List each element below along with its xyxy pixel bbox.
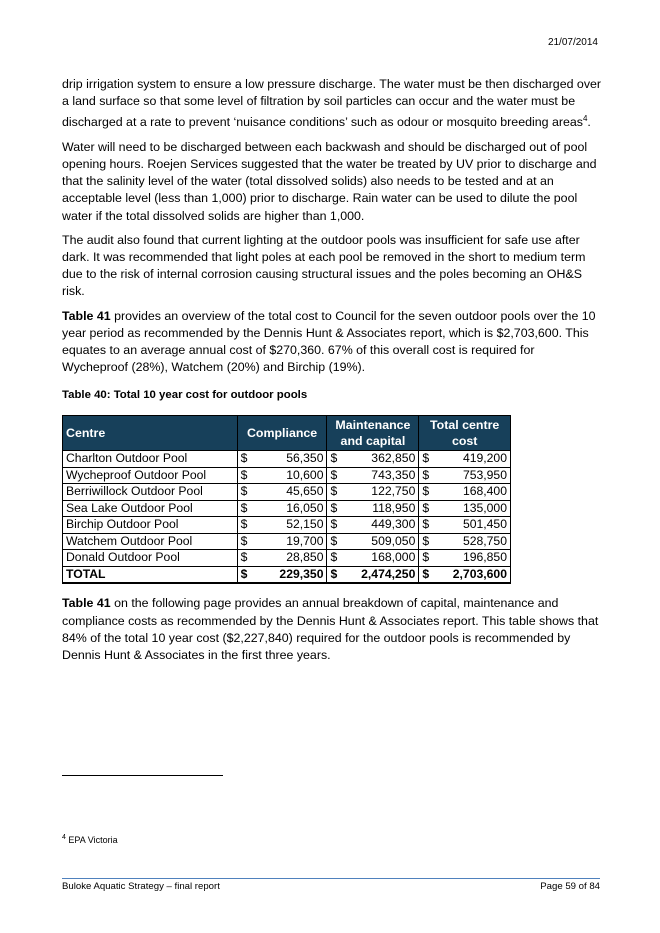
paragraph-lighting: The audit also found that current lighting at the outdoor pools was insufficient for safe use after dark. It was recommended that light poles at each pool be removed in the short to medium term due to the risk of internal corrosion causing structural issues and the poles becoming an OH&S risk. <box>62 232 586 299</box>
footnote-text: EPA Victoria <box>68 835 118 845</box>
amount: 229,350 <box>279 566 324 581</box>
currency-symbol: $ <box>422 566 430 581</box>
amount: 196,850 <box>462 550 507 565</box>
currency-symbol: $ <box>240 451 248 466</box>
centre-cell: Watchem Outdoor Pool <box>63 533 238 550</box>
maintenance-cell <box>327 484 419 501</box>
footer-page-number: Page 59 of 84 <box>540 881 600 892</box>
compliance-cell <box>237 517 327 534</box>
currency-symbol: $ <box>422 517 430 532</box>
amount: 118,950 <box>372 500 416 515</box>
currency-symbol: $ <box>330 500 338 515</box>
amount: 135,000 <box>462 500 507 515</box>
currency-symbol: $ <box>422 467 430 482</box>
maintenance-cell <box>327 451 419 468</box>
centre-cell: Charlton Outdoor Pool <box>63 451 238 468</box>
amount: 45,650 <box>286 484 324 499</box>
amount: 122,750 <box>371 484 416 499</box>
centre-cell: Sea Lake Outdoor Pool <box>63 500 238 517</box>
paragraph-text: drip irrigation system to ensure a low pressure discharge. The water must be then discharged over a land surface so that some level of filtration by soil particles can occur and the water must be discharged at a rate to prevent ‘nuisance conditions’ such as odour or mosquito breeding areas <box>62 77 602 130</box>
amount: 28,850 <box>286 550 324 565</box>
table-row <box>63 500 511 517</box>
table-reference: Table 41 <box>62 308 111 323</box>
amount: 168,400 <box>462 484 507 499</box>
header-date: 21/07/2014 <box>547 37 598 48</box>
total-cost-cell <box>419 484 511 501</box>
paragraph-table-overview <box>62 308 602 377</box>
compliance-cell <box>237 451 327 468</box>
amount: 362,850 <box>371 451 416 466</box>
compliance-cell <box>237 467 327 484</box>
paragraph-end: . <box>587 115 591 130</box>
footnote <box>62 834 118 845</box>
maintenance-cell <box>327 500 419 517</box>
compliance-cell <box>237 550 327 567</box>
table-row <box>63 467 511 484</box>
table-row <box>63 517 511 534</box>
amount: 2,474,250 <box>361 566 416 581</box>
footnote-separator <box>62 775 223 776</box>
paragraph-backwash: Water will need to be discharged between each backwash and should be discharged out of pool opening hours. Roejen Services suggested that the water be treated by UV prior to discharge and that the salinity level of the water (total dissolved solids) also needs to be tested and at an acceptable level (less than 1,000) prior to discharge. Rain water can be used to dilute the pool water if the total dissolved solids are higher than 1,000. <box>62 139 597 223</box>
header-total-cost: Total centre cost <box>419 416 511 451</box>
total-cost-cell <box>419 467 511 484</box>
centre-cell: Wycheproof Outdoor Pool <box>63 467 238 484</box>
currency-symbol: $ <box>330 484 338 499</box>
currency-symbol: $ <box>240 517 248 532</box>
paragraph-drip-irrigation <box>62 76 602 132</box>
maintenance-cell <box>327 550 419 567</box>
currency-symbol: $ <box>240 467 248 482</box>
amount: 168,000 <box>371 550 416 565</box>
table-row <box>63 451 511 468</box>
currency-symbol: $ <box>240 533 248 548</box>
table-header-row <box>63 416 511 451</box>
cost-table <box>62 415 511 584</box>
currency-symbol: $ <box>240 500 248 515</box>
amount: 2,703,600 <box>452 566 507 581</box>
amount: 449,300 <box>371 517 416 532</box>
currency-symbol: $ <box>330 550 338 565</box>
total-cost-cell <box>419 566 511 583</box>
table-reference: Table 41 <box>62 596 111 611</box>
amount: 528,750 <box>462 533 507 548</box>
currency-symbol: $ <box>422 484 430 499</box>
amount: 509,050 <box>371 533 416 548</box>
currency-symbol: $ <box>422 500 430 515</box>
total-cost-cell <box>419 550 511 567</box>
amount: 743,350 <box>371 467 416 482</box>
table-total-row <box>63 566 511 583</box>
currency-symbol: $ <box>422 451 430 466</box>
total-cost-cell <box>419 451 511 468</box>
maintenance-cell <box>327 533 419 550</box>
footer-divider <box>62 878 600 879</box>
currency-symbol: $ <box>330 533 338 548</box>
table-row <box>63 484 511 501</box>
amount: 501,450 <box>462 517 507 532</box>
compliance-cell <box>237 500 327 517</box>
footnote-reference[interactable]: 4 <box>582 114 588 124</box>
currency-symbol: $ <box>422 550 430 565</box>
compliance-cell <box>237 533 327 550</box>
compliance-cell <box>237 484 327 501</box>
paragraph-text: on the following page provides an annual breakdown of capital, maintenance and compliance costs as recommended by the Dennis Hunt & Associates report. This table shows that 84% of the total 10 year cost ($2,227,840) required for the outdoor pools is recommended by Dennis Hunt & Associates in the first three years. <box>62 596 599 662</box>
centre-cell: Donald Outdoor Pool <box>63 550 238 567</box>
maintenance-cell <box>327 467 419 484</box>
total-cost-cell <box>419 500 511 517</box>
centre-cell: Birchip Outdoor Pool <box>63 517 238 534</box>
amount: 56,350 <box>286 451 324 466</box>
currency-symbol: $ <box>330 451 338 466</box>
currency-symbol: $ <box>240 484 248 499</box>
currency-symbol: $ <box>330 566 338 581</box>
document-body <box>62 76 602 671</box>
total-cost-cell <box>419 533 511 550</box>
centre-cell: Berriwillock Outdoor Pool <box>63 484 238 501</box>
currency-symbol: $ <box>422 533 430 548</box>
table-row <box>63 550 511 567</box>
paragraph-text: provides an overview of the total cost to Council for the seven outdoor pools over the 10 year period as recommended by the Dennis Hunt & Associates report, which is $2,703,600. This equates to an average annual cost of $270,360. 67% of this overall cost is required for Wycheproof (28%), Watchem (20%) and Birchip (19%). <box>62 308 596 375</box>
currency-symbol: $ <box>330 467 338 482</box>
table-caption: Table 40: Total 10 year cost for outdoor pools <box>62 389 308 402</box>
centre-cell: TOTAL <box>63 566 238 583</box>
maintenance-cell <box>327 517 419 534</box>
maintenance-cell <box>327 566 419 583</box>
compliance-cell <box>237 566 327 583</box>
amount: 419,200 <box>462 451 507 466</box>
amount: 16,050 <box>286 500 324 515</box>
currency-symbol: $ <box>330 517 338 532</box>
currency-symbol: $ <box>240 566 248 581</box>
header-maintenance: Maintenance and capital <box>327 416 419 451</box>
paragraph-annual-breakdown <box>62 595 602 664</box>
amount: 52,150 <box>286 517 324 532</box>
total-cost-cell <box>419 517 511 534</box>
header-centre: Centre <box>63 416 238 451</box>
amount: 10,600 <box>286 467 324 482</box>
table-body <box>63 451 511 584</box>
currency-symbol: $ <box>240 550 248 565</box>
amount: 19,700 <box>286 533 324 548</box>
footer-title: Buloke Aquatic Strategy – final report <box>62 881 220 892</box>
header-compliance: Compliance <box>237 416 327 451</box>
table-row <box>63 533 511 550</box>
footnote-number: 4 <box>62 834 66 841</box>
amount: 753,950 <box>462 467 507 482</box>
